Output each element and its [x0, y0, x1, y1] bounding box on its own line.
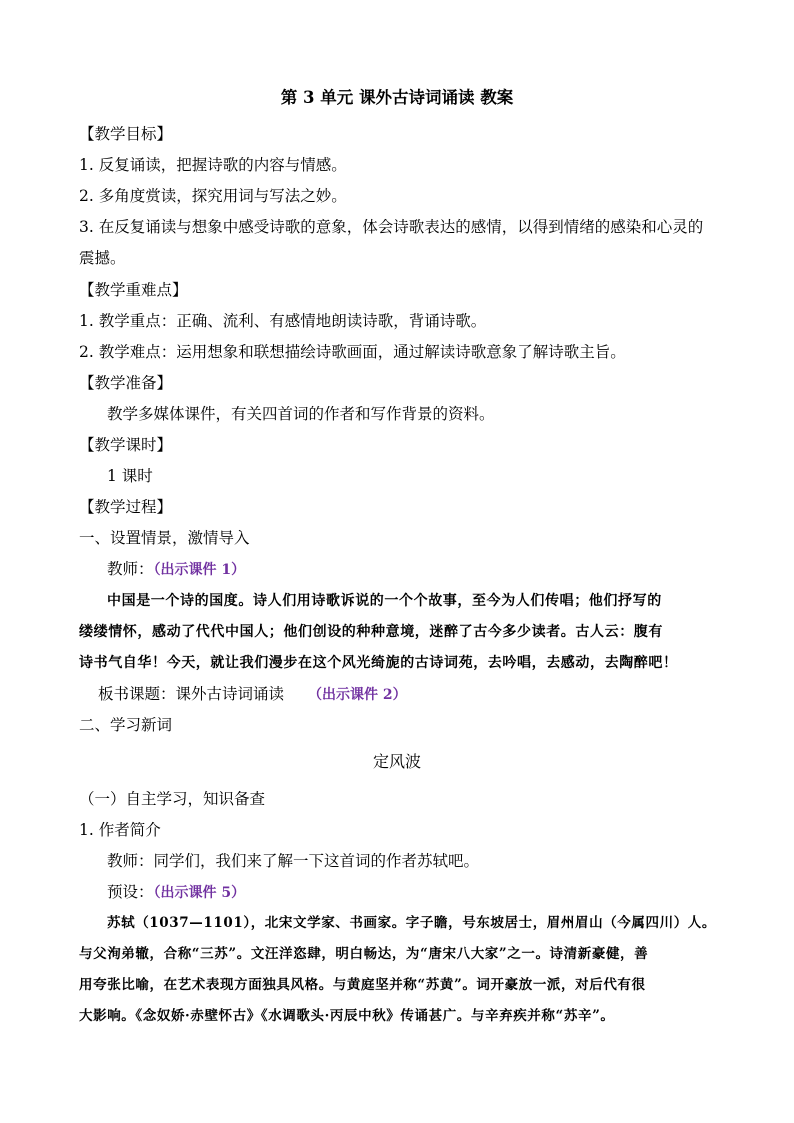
intro-paragraph-line: 缕缕情怀，感动了代代中国人；他们创设的种种意境，迷醉了古今多少读者。古人云：腹有 — [79, 624, 663, 640]
goals-heading: 【教学目标】 — [79, 125, 173, 143]
courseware-2-tag: （出示课件 2） — [308, 687, 407, 703]
goal-item: 3. 在反复诵读与想象中感受诗歌的意象，体会诗歌表达的感情，以得到情绪的感染和心灵的 — [79, 218, 704, 236]
author-intro-heading: 1. 作者简介 — [79, 821, 161, 839]
goal-item: 1. 反复诵读，把握诗歌的内容与情感。 — [79, 156, 347, 174]
sub1-title: （一）自主学习，知识备查 — [79, 790, 266, 808]
process-heading: 【教学过程】 — [79, 498, 173, 516]
key-points-heading: 【教学重难点】 — [79, 281, 188, 299]
preset-line — [107, 882, 245, 903]
goal-item-continued: 震撼。 — [79, 249, 126, 267]
courseware-5-tag: （出示课件 5） — [153, 885, 246, 901]
intro-paragraph-line: 中国是一个诗的国度。诗人们用诗歌诉说的一个个故事，至今为人们传唱；他们抒写的 — [107, 593, 662, 609]
board-title: 板书课题：课外古诗词诵读 — [98, 685, 285, 703]
teacher-line: 教师：同学们，我们来了解一下这首词的作者苏轼吧。 — [107, 852, 480, 870]
author-paragraph-line: 与父洵弟辙，合称“三苏”。文汪洋恣肆，明白畅达，为“唐宋八大家”之一。诗清新豪健，善 — [79, 946, 649, 962]
author-paragraph-line: 苏轼（1037—1101），北宋文学家、书画家。字子瞻，号东坡居士，眉州眉山（今属四川）人。 — [107, 915, 716, 931]
courseware-1-tag: （出示课件 1） — [153, 562, 246, 578]
preparation-text: 教学多媒体课件，有关四首词的作者和写作背景的资料。 — [107, 405, 495, 423]
page-title: 第 3 单元 课外古诗词诵读 教案 — [280, 88, 514, 107]
teacher-label: 教师： — [107, 560, 154, 578]
key-point-item: 2. 教学难点：运用想象和联想描绘诗歌画面，通过解读诗歌意象了解诗歌主旨。 — [79, 343, 626, 361]
author-paragraph-line: 用夸张比喻，在艺术表现方面独具风格。与黄庭坚并称“苏黄”。词开豪放一派，对后代有很 — [79, 977, 646, 993]
board-title-line — [98, 684, 407, 705]
preset-label: 预设： — [107, 883, 154, 901]
teacher-prompt-line — [107, 559, 245, 580]
preparation-heading: 【教学准备】 — [79, 374, 173, 392]
poem-title: 定风波 — [372, 752, 421, 771]
intro-paragraph-line: 诗书气自华！今天，就让我们漫步在这个风光绮旎的古诗词苑，去吟唱，去感动，去陶醉吧！ — [79, 655, 678, 671]
process-part1-title: 一、设置情景，激情导入 — [79, 529, 250, 547]
goal-item: 2. 多角度赏读，探究用词与写法之妙。 — [79, 187, 347, 205]
hours-text: 1 课时 — [107, 467, 153, 485]
process-part2-title: 二、学习新词 — [79, 716, 173, 734]
author-paragraph-line: 大影响。《念奴娇·赤壁怀古》《水调歌头·丙辰中秋》传诵甚广。与辛弃疾并称“苏辛”。 — [79, 1008, 615, 1024]
hours-heading: 【教学课时】 — [79, 436, 173, 454]
key-point-item: 1. 教学重点：正确、流利、有感情地朗读诗歌，背诵诗歌。 — [79, 312, 487, 330]
